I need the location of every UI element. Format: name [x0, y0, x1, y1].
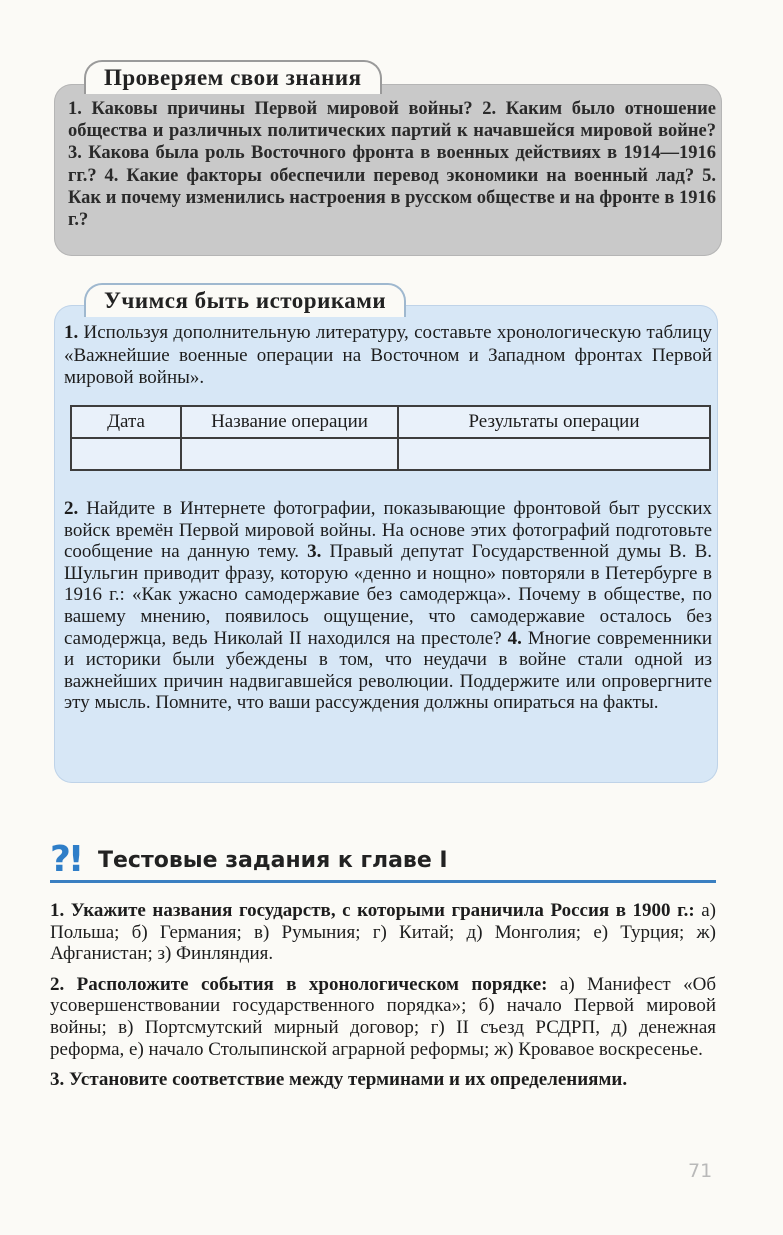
table-header-results: Результаты операции	[398, 406, 710, 438]
test-question-2	[50, 974, 716, 1060]
learn-task-2-number: 2.	[64, 498, 79, 519]
page-number: 71	[688, 1160, 713, 1182]
test-question-3-prompt: 3. Установите соответствие между терминами и их определениями.	[50, 1069, 628, 1091]
table-cell	[181, 438, 398, 470]
table-header-row	[71, 406, 710, 438]
learn-task-3-number: 3.	[307, 541, 322, 563]
check-knowledge-title: Проверяем свои знания	[84, 60, 382, 94]
test-question-2-prompt: 2. Расположите события в хронологическом порядке:	[50, 973, 548, 995]
table-cell	[71, 438, 181, 470]
test-question-1	[50, 900, 716, 965]
table-header-operation: Название операции	[181, 406, 398, 438]
learn-task-4-number: 4.	[507, 627, 522, 649]
learn-task-4-text: Многие современники и историки были убеждены в том, что неудачи в войне стали одной из важнейших причин надвигавшейся революции. Поддержите или опровергните эту мысль. Помните, что ваши рассуждения должны опираться на факты.	[64, 627, 713, 714]
learn-tasks-2-4	[64, 498, 712, 714]
table-row	[71, 438, 710, 470]
test-question-2-options: а) Манифест «Об усовершенствовании государственного порядка»; б) начало Первой мировой войны; в) Портсмутский мирный договор; г) II съезд РСДРП, д) денежная реформа, е) начало Столыпинской аграрной реформы; ж) Кровавое воскресенье.	[50, 973, 716, 1060]
table-cell	[398, 438, 710, 470]
test-question-1-prompt: 1. Укажите названия государств, с которыми граничила Россия в 1900 г.:	[50, 900, 695, 921]
tests-list	[50, 900, 716, 1100]
table-header-date: Дата	[71, 406, 181, 438]
learn-task-2-text: Найдите в Интернете фотографии, показывающие фронтовой быт русских войск времён Первой мировой войны. На основе этих фотографий подготовьте сообщение на данную тему.	[64, 498, 712, 563]
question-exclamation-icon: ?!	[50, 839, 82, 880]
tests-title: Тестовые задания к главе I	[98, 848, 448, 873]
check-knowledge-questions: 1. Каковы причины Первой мировой войны? 2. Каким было отношение общества и различных политических партий к начавшейся мировой войне? 3. Какова была роль Восточного фронта в военных действиях в 1914—1916 гг.? 4. Какие факторы обеспечили перевод экономики на военный лад? 5. Как и почему изменились настроения в русском обществе и на фронте в 1916 г.?	[68, 99, 716, 231]
test-question-1-options: а) Польша; б) Германия; в) Румыния; г) Китай; д) Монголия; е) Турция; ж) Афганистан; з) Финляндия.	[50, 900, 716, 965]
learn-task-1-number: 1.	[64, 322, 79, 343]
learn-task-3-text: Правый депутат Государственной думы В. В. Шульгин приводит фразу, которую «денно и нощно» повторяли в Петербурге в 1916 г.: «Как ужасно самодержавие без самодержца». Почему в обществе, по вашему мнению, появилось ощущение, что самодержавие осталось без самодержца, ведь Николай II находился на престоле?	[64, 541, 712, 649]
learn-task-1-text: Используя дополнительную литературу, составьте хронологическую таблицу «Важнейшие военные операции на Восточном и Западном фронтах Первой мировой войны».	[64, 322, 712, 388]
chronology-table	[70, 405, 711, 471]
test-question-3	[50, 1069, 716, 1091]
learn-historian-title: Учимся быть историками	[84, 283, 406, 317]
tests-header	[50, 839, 716, 883]
learn-task-1	[64, 322, 712, 390]
